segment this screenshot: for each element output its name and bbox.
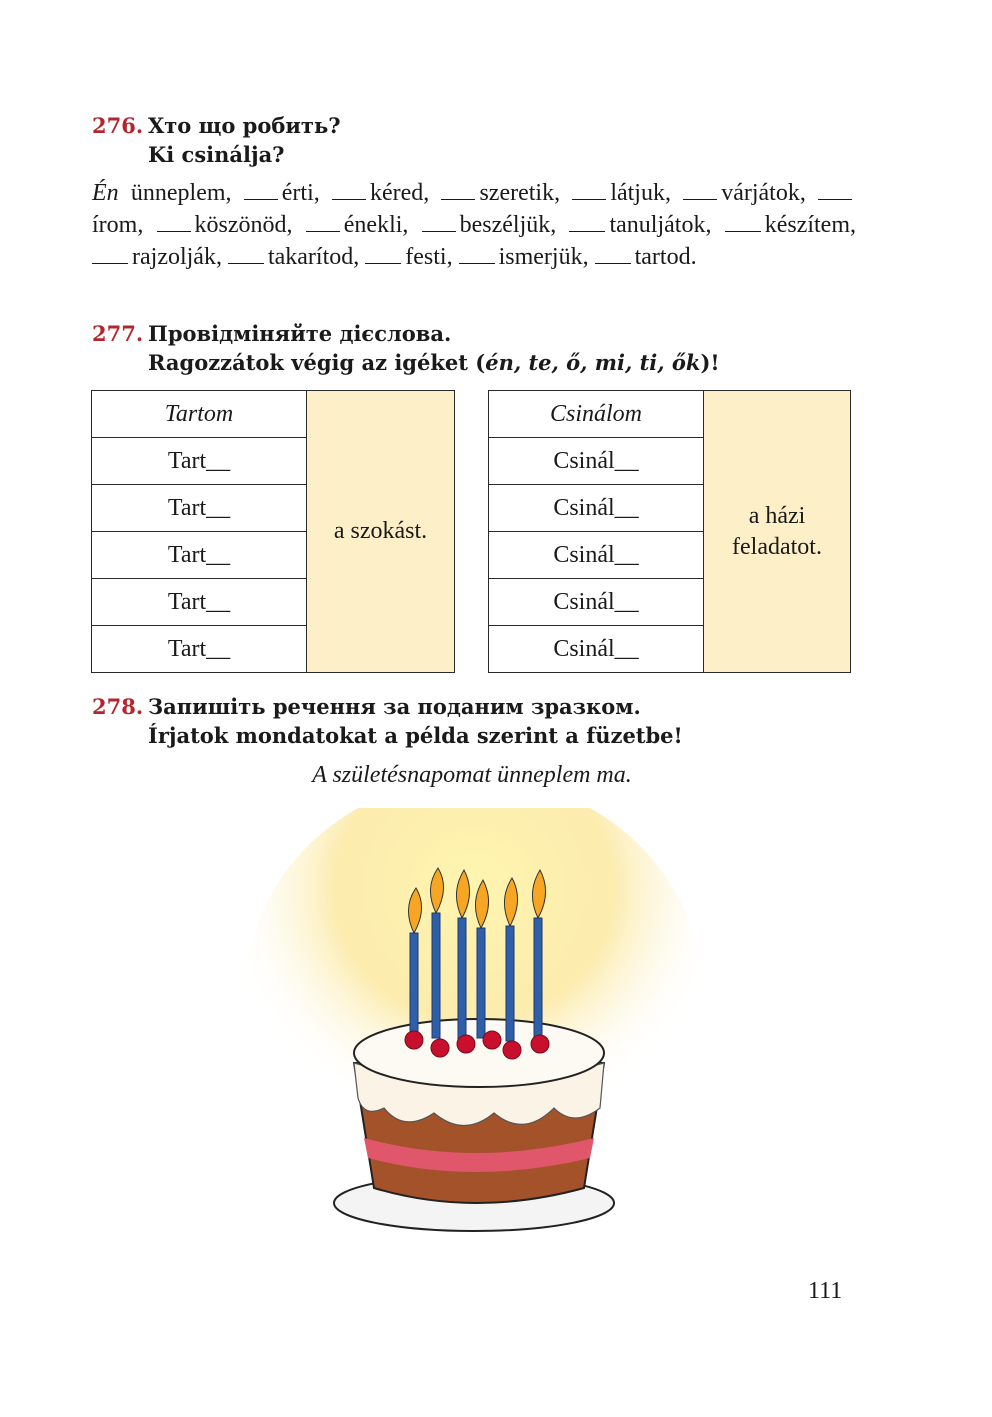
- verb-form: festi,: [405, 244, 453, 270]
- table-header: Csinálom: [489, 391, 704, 438]
- table-cell: Tart__: [92, 438, 307, 485]
- table-cell: Tart__: [92, 626, 307, 673]
- answer-blank[interactable]: [459, 243, 495, 264]
- birthday-cake-icon: [244, 808, 704, 1264]
- table-cell: Csinál__: [489, 485, 704, 532]
- title-prefix: Ragozzátok végig az igéket (: [148, 350, 486, 375]
- object-cell: [704, 391, 851, 673]
- exercise-number: 277.: [92, 321, 144, 346]
- verb-form: köszönöd,: [194, 212, 293, 238]
- answer-blank[interactable]: [365, 243, 401, 264]
- verb-form: érti,: [281, 180, 320, 206]
- verb-form: tanuljátok,: [609, 212, 712, 238]
- answer-blank[interactable]: [818, 179, 852, 200]
- answer-blank[interactable]: [595, 243, 631, 264]
- exercise-276-body: [92, 177, 856, 273]
- first-word: Én: [92, 180, 119, 206]
- exercise-276-heading: [92, 111, 341, 169]
- answer-blank[interactable]: [332, 179, 366, 200]
- verb-form: tartod.: [634, 244, 697, 270]
- verb-form: takarítod,: [267, 244, 360, 270]
- answer-blank[interactable]: [572, 179, 606, 200]
- verb-form: kéred,: [369, 180, 430, 206]
- object-cell: a szokást.: [307, 391, 455, 673]
- exercise-title-uk: Хто що робить?: [148, 113, 341, 138]
- verb-form: látjuk,: [610, 180, 671, 206]
- answer-blank[interactable]: [569, 211, 605, 232]
- verb-form: szeretik,: [479, 180, 561, 206]
- object-line: feladatot.: [732, 533, 822, 560]
- answer-blank[interactable]: [157, 211, 191, 232]
- table-cell: Tart__: [92, 532, 307, 579]
- exercise-title-hu: Írjatok mondatokat a példa szerint a füzetbe!: [148, 723, 683, 748]
- verb-form: beszéljük,: [459, 212, 557, 238]
- answer-blank[interactable]: [683, 179, 717, 200]
- table-cell: Csinál__: [489, 532, 704, 579]
- exercise-277-heading: [92, 319, 720, 377]
- answer-blank[interactable]: [92, 243, 128, 264]
- object-line: a házi: [748, 502, 806, 529]
- answer-blank[interactable]: [306, 211, 340, 232]
- exercise-title-hu: [92, 348, 720, 377]
- pronoun-list: én, te, ő, mi, ti, ők: [485, 350, 701, 375]
- table-cell: Csinál__: [489, 626, 704, 673]
- page-number: 111: [808, 1278, 843, 1304]
- verb-form: készítem,: [764, 212, 856, 238]
- title-suffix: )!: [700, 350, 720, 375]
- table-header: Tartom: [92, 391, 307, 438]
- table-cell: Tart__: [92, 485, 307, 532]
- exercise-title-uk: Запишіть речення за поданим зразком.: [148, 694, 641, 719]
- verb-form: ismerjük,: [498, 244, 589, 270]
- conjugation-table-tartom: [91, 390, 455, 673]
- answer-blank[interactable]: [441, 179, 475, 200]
- example-sentence: A születésnapomat ünneplem ma.: [312, 762, 632, 788]
- verb-form: énekli,: [343, 212, 409, 238]
- verb-form: várjátok,: [721, 180, 806, 206]
- answer-blank[interactable]: [422, 211, 456, 232]
- exercise-title-hu: Ki csinálja?: [148, 142, 285, 167]
- conjugation-table-csinalom: [488, 390, 851, 673]
- table-cell: Csinál__: [489, 438, 704, 485]
- answer-blank[interactable]: [725, 211, 761, 232]
- exercise-278-heading: [92, 692, 683, 750]
- exercise-title-uk: Провідміняйте дієслова.: [148, 321, 452, 346]
- exercise-number: 278.: [92, 694, 144, 719]
- table-cell: Tart__: [92, 579, 307, 626]
- table-cell: Csinál__: [489, 579, 704, 626]
- verb-form: írom,: [92, 212, 144, 238]
- exercise-number: 276.: [92, 113, 144, 138]
- answer-blank[interactable]: [244, 179, 278, 200]
- verb-form: ünneplem,: [130, 180, 232, 206]
- verb-form: rajzolják,: [132, 244, 222, 270]
- answer-blank[interactable]: [228, 243, 264, 264]
